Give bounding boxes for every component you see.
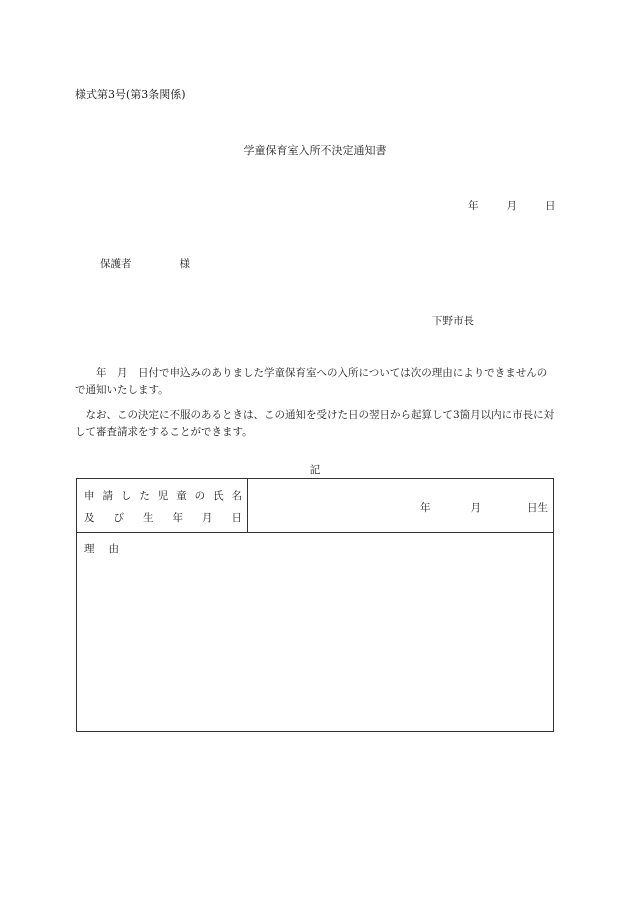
- record-table: [76, 478, 554, 732]
- reason-label-char: 理: [84, 543, 95, 555]
- label-char: 生: [143, 512, 154, 524]
- birthdate-label: [84, 510, 242, 525]
- label-char: 日: [231, 512, 242, 524]
- label-char: し: [120, 490, 132, 502]
- body-paragraph-1: 年 月 日付で申込みのありました学童保育室への入所については次の理由によりできませんので通知いたします。: [75, 367, 548, 396]
- reason-label: [84, 541, 119, 556]
- document-title: 学童保育室入所不決定通知書: [243, 144, 387, 157]
- label-char: び: [113, 512, 124, 524]
- date-year: 年: [468, 200, 479, 212]
- label-char: 氏: [213, 490, 224, 502]
- child-name-label: [84, 488, 242, 503]
- recipient-label: 保護者: [100, 258, 132, 270]
- birth-year: 年: [420, 502, 431, 514]
- label-char: 名: [231, 490, 242, 502]
- recipient-line: [100, 256, 190, 271]
- reason-label-char: 由: [108, 543, 119, 555]
- label-char: 児: [157, 490, 169, 502]
- child-info-row: [77, 479, 553, 533]
- date-month: 月: [506, 200, 517, 212]
- label-char: 年: [172, 512, 183, 524]
- label-char: 月: [202, 512, 213, 524]
- issuer-name: 下野市長: [432, 315, 474, 327]
- birth-day: 日生: [527, 502, 548, 514]
- label-char: 及: [84, 512, 95, 524]
- child-info-label-cell: [77, 479, 248, 532]
- body-paragraph-2: なお、この決定に不服のあるときは、この通知を受けた日の翌日から起算して3箇月以内に市長に対して審査請求をすることができます。: [75, 409, 555, 438]
- label-char: 申: [84, 490, 95, 502]
- birth-month: 月: [470, 502, 481, 514]
- record-heading: 記: [309, 464, 321, 476]
- issue-date-line: [468, 198, 556, 213]
- label-char: 請: [102, 490, 113, 502]
- form-number: 様式第3号(第3条関係): [75, 88, 186, 101]
- recipient-honorific: 様: [179, 258, 190, 270]
- label-char: の: [194, 490, 206, 502]
- birthdate-field: [420, 500, 548, 515]
- label-char: 童: [176, 490, 187, 502]
- date-day: 日: [545, 200, 556, 212]
- label-char: た: [139, 490, 150, 502]
